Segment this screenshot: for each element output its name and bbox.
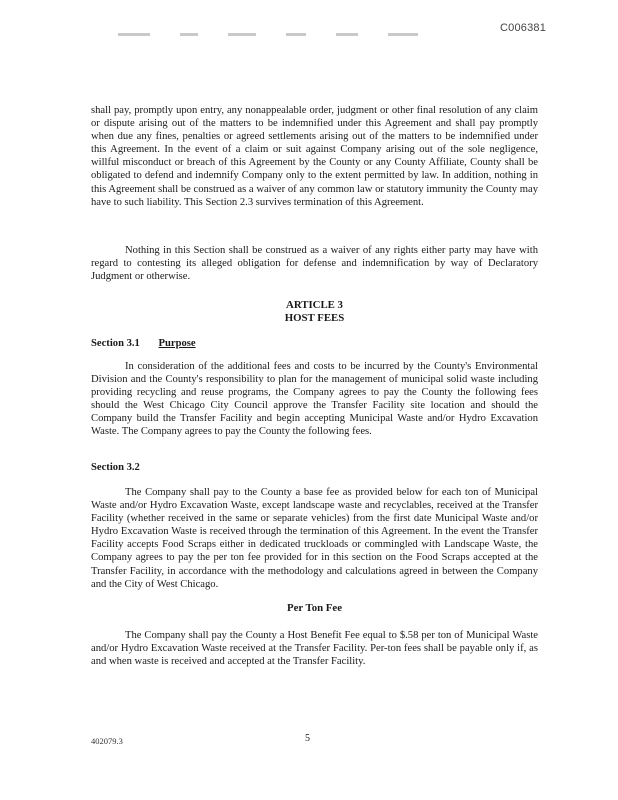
document-id: 402079.3 xyxy=(91,736,123,746)
article-heading xyxy=(91,299,538,325)
page-number: 5 xyxy=(305,733,310,744)
faint-header-marks xyxy=(118,30,418,38)
section-3-1-heading xyxy=(91,338,196,349)
bates-number: C006381 xyxy=(500,22,547,34)
section-3-2-heading: Section 3.2 xyxy=(91,462,140,473)
article-title: HOST FEES xyxy=(284,312,345,324)
section-3-1-title: Purpose xyxy=(158,338,196,349)
paragraph-indemnification: shall pay, promptly upon entry, any nonappealable order, judgment or other final resolution of any claim or dispute arising out of the matters to be indemnified under this Agreement and shall pay promptly when due any fines, penalties or agreed settlements arising out of the matters to be indemnified under this Agreement. In the event of a claim or suit against Company arising out of the sole negligence, willful misconduct or breach of this Agreement by the County or any County Affiliate, County shall be obligated to defend and indemnify Company only to the extent permitted by law. In addition, nothing in this Agreement shall be construed as a waiver of any common law or statutory immunity the County may have to such liability. This Section 2.3 survives termination of this Agreement. xyxy=(91,105,538,208)
section-3-1-label: Section 3.1 xyxy=(91,338,140,349)
paragraph-host-benefit-fee: The Company shall pay the County a Host Benefit Fee equal to $.58 per ton of Municipal Waste and/or Hydro Excavation Waste received at the Transfer Facility. Per-ton fees shall be payable only if, as and when waste is received and accepted at the Transfer Facility. xyxy=(91,630,538,668)
paragraph-purpose: In consideration of the additional fees and costs to be incurred by the County's Environmental Division and the County's responsibility to plan for the management of municipal solid waste including providing recycling and reuse programs, the Company agrees to pay the County the following fees should the West Chicago City Council approve the Transfer Facility site location and should the Company build the Transfer Facility and begin accepting Municipal Waste and/or Hydro Excavation Waste. The Company agrees to pay the County the following fees. xyxy=(91,361,538,438)
per-ton-fee-heading: Per Ton Fee xyxy=(287,602,342,614)
paragraph-no-waiver: Nothing in this Section shall be construed as a waiver of any rights either party may have with regard to contesting its alleged obligation for defense and indemnification by way of Declaratory Judgment or otherwise. xyxy=(91,245,538,283)
paragraph-base-fee: The Company shall pay to the County a base fee as provided below for each ton of Municipal Waste and/or Hydro Excavation Waste, except landscape waste and recyclables, received at the Transfer Facility (whether received in the same or separate vehicles) from the first date Municipal Waste and/or Hydro Excavation Waste is received through the termination of this Agreement. In the event the Transfer Facility accepts Food Scraps either in dedicated truckloads or commingled with Landscape Waste, the Company agrees to pay the per ton fee provided for in this section on the Food Scraps accepted at the Transfer Facility, in accordance with the methodology and calculations agreed in between the Company and the City of West Chicago. xyxy=(91,487,538,590)
article-number: ARTICLE 3 xyxy=(286,299,343,311)
